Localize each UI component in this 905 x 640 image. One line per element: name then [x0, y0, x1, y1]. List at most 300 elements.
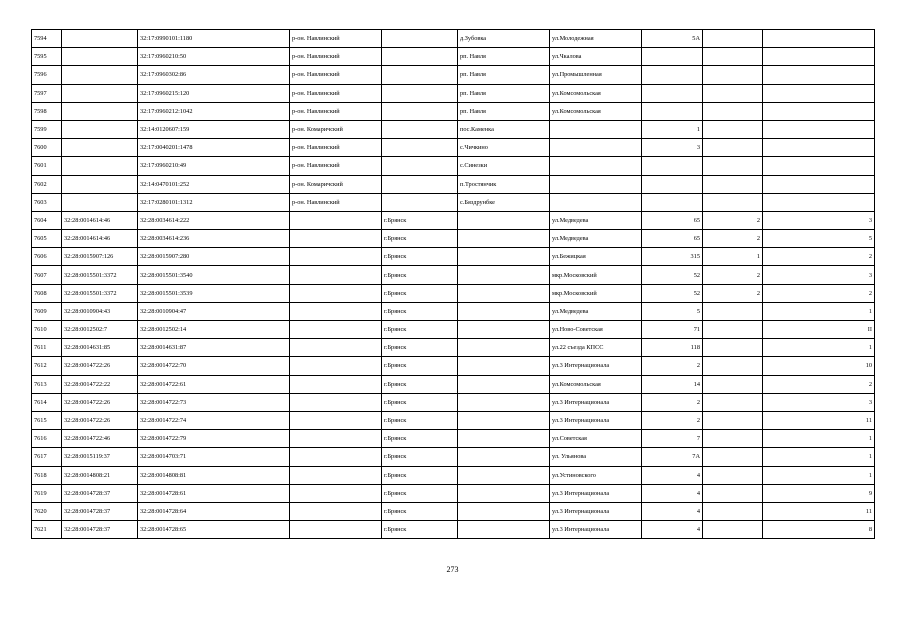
city-cell: г.Брянск — [382, 302, 458, 320]
row-number-cell: 7600 — [32, 139, 62, 157]
street-cell: ул.3 Интернационала — [550, 357, 642, 375]
table-row — [32, 339, 875, 357]
settlement-cell — [458, 430, 550, 448]
settlement-cell — [458, 266, 550, 284]
table-row — [32, 139, 875, 157]
building-cell — [703, 521, 763, 539]
building-cell — [703, 411, 763, 429]
house-cell: 7 — [642, 430, 703, 448]
district-cell — [290, 375, 382, 393]
settlement-cell — [458, 393, 550, 411]
street-cell: ул.Медведева — [550, 230, 642, 248]
cadastral-number-cell: 32:17:0960215:120 — [138, 84, 290, 102]
table-row — [32, 393, 875, 411]
settlement-cell — [458, 248, 550, 266]
table-body — [32, 30, 875, 539]
district-cell: р-он. Навлинский — [290, 157, 382, 175]
district-cell — [290, 502, 382, 520]
settlement-cell — [458, 375, 550, 393]
city-cell: г.Брянск — [382, 430, 458, 448]
house-cell: 2 — [642, 411, 703, 429]
apartment-cell: 11 — [763, 411, 875, 429]
city-cell: г.Брянск — [382, 339, 458, 357]
district-cell — [290, 357, 382, 375]
house-cell: 5 — [642, 302, 703, 320]
building-cell — [703, 302, 763, 320]
city-cell — [382, 84, 458, 102]
apartment-cell — [763, 157, 875, 175]
apartment-cell: 1 — [763, 430, 875, 448]
house-cell — [642, 175, 703, 193]
parent-cadastral-cell: 32:28:0010904:43 — [62, 302, 138, 320]
building-cell: 2 — [703, 230, 763, 248]
settlement-cell: рп. Навля — [458, 102, 550, 120]
parent-cadastral-cell: 32:28:0012502:7 — [62, 321, 138, 339]
apartment-cell: 11 — [763, 502, 875, 520]
table-row — [32, 175, 875, 193]
building-cell — [703, 339, 763, 357]
parent-cadastral-cell: 32:28:0015501:3372 — [62, 284, 138, 302]
cadastral-number-cell: 32:28:0014703:71 — [138, 448, 290, 466]
district-cell: р-он. Навлинский — [290, 84, 382, 102]
apartment-cell — [763, 139, 875, 157]
settlement-cell — [458, 502, 550, 520]
building-cell: 2 — [703, 266, 763, 284]
settlement-cell — [458, 484, 550, 502]
street-cell: ул.Советская — [550, 430, 642, 448]
row-number-cell: 7597 — [32, 84, 62, 102]
apartment-cell: 3 — [763, 266, 875, 284]
building-cell — [703, 448, 763, 466]
row-number-cell: 7596 — [32, 66, 62, 84]
page-number: 273 — [446, 565, 459, 574]
street-cell: ул.3 Интернационала — [550, 521, 642, 539]
parent-cadastral-cell — [62, 30, 138, 48]
street-cell: ул.Устиновского — [550, 466, 642, 484]
city-cell — [382, 193, 458, 211]
row-number-cell: 7613 — [32, 375, 62, 393]
cadastral-number-cell: 32:28:0014808:81 — [138, 466, 290, 484]
city-cell: г.Брянск — [382, 375, 458, 393]
settlement-cell: с.Чичкино — [458, 139, 550, 157]
parent-cadastral-cell: 32:28:0015907:126 — [62, 248, 138, 266]
street-cell — [550, 120, 642, 138]
apartment-cell — [763, 84, 875, 102]
table-row — [32, 466, 875, 484]
building-cell — [703, 502, 763, 520]
street-cell: ул.3 Интернационала — [550, 393, 642, 411]
street-cell: ул.Бежицкая — [550, 248, 642, 266]
cadastral-number-cell: 32:17:0960302:86 — [138, 66, 290, 84]
district-cell — [290, 484, 382, 502]
apartment-cell: 1 — [763, 466, 875, 484]
street-cell: ул.Молодежная — [550, 30, 642, 48]
building-cell — [703, 357, 763, 375]
parent-cadastral-cell — [62, 66, 138, 84]
row-number-cell: 7601 — [32, 157, 62, 175]
building-cell: 2 — [703, 211, 763, 229]
city-cell: г.Брянск — [382, 230, 458, 248]
apartment-cell — [763, 120, 875, 138]
cadastral-number-cell: 32:28:0014722:70 — [138, 357, 290, 375]
table-row — [32, 157, 875, 175]
parent-cadastral-cell: 32:28:0014728:37 — [62, 502, 138, 520]
house-cell: 4 — [642, 484, 703, 502]
house-cell: 5А — [642, 30, 703, 48]
district-cell — [290, 302, 382, 320]
table-row — [32, 502, 875, 520]
house-cell — [642, 84, 703, 102]
cadastral-number-cell: 32:28:0014631:87 — [138, 339, 290, 357]
row-number-cell: 7610 — [32, 321, 62, 339]
building-cell — [703, 430, 763, 448]
district-cell: р-он. Комаричский — [290, 175, 382, 193]
building-cell — [703, 139, 763, 157]
settlement-cell — [458, 211, 550, 229]
street-cell: ул.3 Интернационала — [550, 411, 642, 429]
house-cell: 52 — [642, 266, 703, 284]
row-number-cell: 7602 — [32, 175, 62, 193]
building-cell — [703, 321, 763, 339]
row-number-cell: 7605 — [32, 230, 62, 248]
apartment-cell: 10 — [763, 357, 875, 375]
house-cell: 118 — [642, 339, 703, 357]
street-cell: ул.3 Интернационала — [550, 484, 642, 502]
settlement-cell — [458, 339, 550, 357]
table-row — [32, 120, 875, 138]
street-cell: ул.Комсомольская — [550, 102, 642, 120]
street-cell: ул.3 Интернационала — [550, 502, 642, 520]
apartment-cell: 2 — [763, 248, 875, 266]
row-number-cell: 7594 — [32, 30, 62, 48]
row-number-cell: 7614 — [32, 393, 62, 411]
table-row — [32, 193, 875, 211]
building-cell — [703, 157, 763, 175]
parent-cadastral-cell — [62, 157, 138, 175]
district-cell: р-он. Навлинский — [290, 102, 382, 120]
apartment-cell: 3 — [763, 211, 875, 229]
parent-cadastral-cell: 32:28:0014722:26 — [62, 393, 138, 411]
city-cell: г.Брянск — [382, 411, 458, 429]
city-cell: г.Брянск — [382, 466, 458, 484]
table-row — [32, 321, 875, 339]
row-number-cell: 7619 — [32, 484, 62, 502]
building-cell — [703, 466, 763, 484]
settlement-cell — [458, 357, 550, 375]
district-cell: р-он. Навлинский — [290, 66, 382, 84]
parent-cadastral-cell: 32:28:0014728:37 — [62, 484, 138, 502]
table-row — [32, 302, 875, 320]
settlement-cell — [458, 521, 550, 539]
parent-cadastral-cell — [62, 48, 138, 66]
table-row — [32, 375, 875, 393]
city-cell — [382, 48, 458, 66]
city-cell: г.Брянск — [382, 484, 458, 502]
row-number-cell: 7603 — [32, 193, 62, 211]
house-cell: 7А — [642, 448, 703, 466]
district-cell — [290, 266, 382, 284]
street-cell: ул.Медведева — [550, 211, 642, 229]
cadastral-number-cell: 32:28:0010904:47 — [138, 302, 290, 320]
row-number-cell: 7604 — [32, 211, 62, 229]
city-cell: г.Брянск — [382, 521, 458, 539]
house-cell: 3 — [642, 139, 703, 157]
house-cell — [642, 157, 703, 175]
parent-cadastral-cell: 32:28:0014722:26 — [62, 357, 138, 375]
row-number-cell: 7598 — [32, 102, 62, 120]
settlement-cell — [458, 448, 550, 466]
building-cell — [703, 175, 763, 193]
street-cell: мкр.Московский — [550, 284, 642, 302]
district-cell — [290, 448, 382, 466]
table-row — [32, 211, 875, 229]
parent-cadastral-cell: 32:28:0014614:46 — [62, 230, 138, 248]
cadastral-number-cell: 32:28:0014728:65 — [138, 521, 290, 539]
apartment-cell — [763, 30, 875, 48]
apartment-cell: 5 — [763, 230, 875, 248]
table-row — [32, 284, 875, 302]
city-cell — [382, 139, 458, 157]
street-cell: ул.Промышленная — [550, 66, 642, 84]
house-cell — [642, 48, 703, 66]
parent-cadastral-cell — [62, 175, 138, 193]
building-cell — [703, 484, 763, 502]
cadastral-number-cell: 32:28:0015907:280 — [138, 248, 290, 266]
parent-cadastral-cell: 32:28:0015119:37 — [62, 448, 138, 466]
city-cell: г.Брянск — [382, 211, 458, 229]
house-cell: 315 — [642, 248, 703, 266]
settlement-cell: п.Тростянчик — [458, 175, 550, 193]
settlement-cell: рп. Навля — [458, 48, 550, 66]
apartment-cell: 3 — [763, 393, 875, 411]
district-cell — [290, 248, 382, 266]
cadastral-number-cell: 32:17:0960210:50 — [138, 48, 290, 66]
building-cell — [703, 375, 763, 393]
district-cell — [290, 230, 382, 248]
street-cell: ул.Медведева — [550, 302, 642, 320]
parent-cadastral-cell: 32:28:0014631:85 — [62, 339, 138, 357]
parent-cadastral-cell: 32:28:0014614:46 — [62, 211, 138, 229]
apartment-cell — [763, 193, 875, 211]
apartment-cell: 1 — [763, 302, 875, 320]
district-cell — [290, 411, 382, 429]
street-cell: ул.Ново-Советская — [550, 321, 642, 339]
settlement-cell — [458, 284, 550, 302]
house-cell: 4 — [642, 502, 703, 520]
table-row — [32, 266, 875, 284]
house-cell: 65 — [642, 211, 703, 229]
apartment-cell — [763, 66, 875, 84]
house-cell — [642, 193, 703, 211]
building-cell — [703, 102, 763, 120]
table-row — [32, 448, 875, 466]
row-number-cell: 7616 — [32, 430, 62, 448]
house-cell: 65 — [642, 230, 703, 248]
cadastral-number-cell: 32:28:0012502:14 — [138, 321, 290, 339]
apartment-cell: 1 — [763, 339, 875, 357]
settlement-cell: с.Бяздрунбке — [458, 193, 550, 211]
city-cell — [382, 157, 458, 175]
house-cell — [642, 102, 703, 120]
row-number-cell: 7609 — [32, 302, 62, 320]
district-cell — [290, 211, 382, 229]
cadastral-number-cell: 32:28:0015501:3539 — [138, 284, 290, 302]
table-row — [32, 84, 875, 102]
apartment-cell: 9 — [763, 484, 875, 502]
cadastral-number-cell: 32:28:0014722:74 — [138, 411, 290, 429]
city-cell — [382, 175, 458, 193]
settlement-cell — [458, 411, 550, 429]
district-cell — [290, 284, 382, 302]
apartment-cell: II — [763, 321, 875, 339]
house-cell: 71 — [642, 321, 703, 339]
house-cell: 1 — [642, 120, 703, 138]
cadastral-number-cell: 32:14:0470101:252 — [138, 175, 290, 193]
cadastral-number-cell: 32:17:0040201:1478 — [138, 139, 290, 157]
apartment-cell — [763, 175, 875, 193]
table-row — [32, 357, 875, 375]
city-cell: г.Брянск — [382, 321, 458, 339]
apartment-cell — [763, 102, 875, 120]
building-cell — [703, 66, 763, 84]
city-cell — [382, 66, 458, 84]
parent-cadastral-cell: 32:28:0014808:21 — [62, 466, 138, 484]
settlement-cell — [458, 302, 550, 320]
house-cell: 2 — [642, 357, 703, 375]
settlement-cell: рп. Навля — [458, 84, 550, 102]
building-cell — [703, 30, 763, 48]
building-cell: 1 — [703, 248, 763, 266]
row-number-cell: 7612 — [32, 357, 62, 375]
row-number-cell: 7608 — [32, 284, 62, 302]
table-row — [32, 521, 875, 539]
table-row — [32, 102, 875, 120]
table-row — [32, 411, 875, 429]
street-cell — [550, 157, 642, 175]
cadastral-number-cell: 32:28:0014722:73 — [138, 393, 290, 411]
settlement-cell — [458, 321, 550, 339]
row-number-cell: 7621 — [32, 521, 62, 539]
apartment-cell: 8 — [763, 521, 875, 539]
cadastral-number-cell: 32:28:0014722:79 — [138, 430, 290, 448]
district-cell — [290, 430, 382, 448]
street-cell — [550, 175, 642, 193]
parent-cadastral-cell: 32:28:0015501:3372 — [62, 266, 138, 284]
row-number-cell: 7599 — [32, 120, 62, 138]
cadastral-number-cell: 32:28:0014728:64 — [138, 502, 290, 520]
table-row — [32, 248, 875, 266]
district-cell — [290, 321, 382, 339]
table-row — [32, 66, 875, 84]
city-cell: г.Брянск — [382, 248, 458, 266]
settlement-cell — [458, 230, 550, 248]
house-cell: 52 — [642, 284, 703, 302]
cadastral-number-cell: 32:14:0120607:159 — [138, 120, 290, 138]
row-number-cell: 7607 — [32, 266, 62, 284]
street-cell: ул.22 съезда КПСС — [550, 339, 642, 357]
district-cell: р-он. Навлинский — [290, 139, 382, 157]
district-cell — [290, 521, 382, 539]
district-cell — [290, 393, 382, 411]
table-row — [32, 484, 875, 502]
cadastral-number-cell: 32:28:0014722:61 — [138, 375, 290, 393]
row-number-cell: 7617 — [32, 448, 62, 466]
parent-cadastral-cell — [62, 193, 138, 211]
city-cell: г.Брянск — [382, 357, 458, 375]
city-cell — [382, 120, 458, 138]
building-cell — [703, 120, 763, 138]
building-cell — [703, 193, 763, 211]
city-cell — [382, 30, 458, 48]
cadastral-number-cell: 32:17:0960212:1042 — [138, 102, 290, 120]
table-row — [32, 230, 875, 248]
table-row — [32, 430, 875, 448]
parent-cadastral-cell: 32:28:0014728:37 — [62, 521, 138, 539]
city-cell: г.Брянск — [382, 284, 458, 302]
cadastral-number-cell: 32:17:0960210:49 — [138, 157, 290, 175]
building-cell — [703, 393, 763, 411]
row-number-cell: 7595 — [32, 48, 62, 66]
building-cell: 2 — [703, 284, 763, 302]
street-cell: ул. Ульянова — [550, 448, 642, 466]
city-cell: г.Брянск — [382, 393, 458, 411]
district-cell — [290, 339, 382, 357]
apartment-cell — [763, 48, 875, 66]
parent-cadastral-cell: 32:28:0014722:22 — [62, 375, 138, 393]
house-cell: 4 — [642, 521, 703, 539]
district-cell: р-он. Комаричский — [290, 120, 382, 138]
house-cell: 14 — [642, 375, 703, 393]
register-table — [31, 29, 875, 539]
parent-cadastral-cell: 32:28:0014722:46 — [62, 430, 138, 448]
settlement-cell — [458, 466, 550, 484]
apartment-cell: 2 — [763, 375, 875, 393]
street-cell: ул.Комсомольская — [550, 375, 642, 393]
settlement-cell: пос.Каменка — [458, 120, 550, 138]
row-number-cell: 7618 — [32, 466, 62, 484]
settlement-cell: рп. Навля — [458, 66, 550, 84]
house-cell: 2 — [642, 393, 703, 411]
city-cell: г.Брянск — [382, 502, 458, 520]
cadastral-number-cell: 32:17:0990101:1180 — [138, 30, 290, 48]
street-cell: ул.Чкалова — [550, 48, 642, 66]
street-cell: ул.Комсомольская — [550, 84, 642, 102]
row-number-cell: 7615 — [32, 411, 62, 429]
cadastral-number-cell: 32:28:0034614:236 — [138, 230, 290, 248]
district-cell — [290, 466, 382, 484]
cadastral-number-cell: 32:28:0034614:222 — [138, 211, 290, 229]
cadastral-number-cell: 32:28:0014728:61 — [138, 484, 290, 502]
street-cell: мкр.Московский — [550, 266, 642, 284]
building-cell — [703, 48, 763, 66]
street-cell — [550, 193, 642, 211]
street-cell — [550, 139, 642, 157]
parent-cadastral-cell: 32:28:0014722:26 — [62, 411, 138, 429]
district-cell: р-он. Навлинский — [290, 193, 382, 211]
house-cell: 4 — [642, 466, 703, 484]
district-cell: р-он. Навлинский — [290, 30, 382, 48]
city-cell: г.Брянск — [382, 448, 458, 466]
settlement-cell: с.Синезки — [458, 157, 550, 175]
parent-cadastral-cell — [62, 102, 138, 120]
settlement-cell: д.Зубовка — [458, 30, 550, 48]
table-row — [32, 48, 875, 66]
building-cell — [703, 84, 763, 102]
parent-cadastral-cell — [62, 84, 138, 102]
table-row — [32, 30, 875, 48]
row-number-cell: 7611 — [32, 339, 62, 357]
apartment-cell: 1 — [763, 448, 875, 466]
